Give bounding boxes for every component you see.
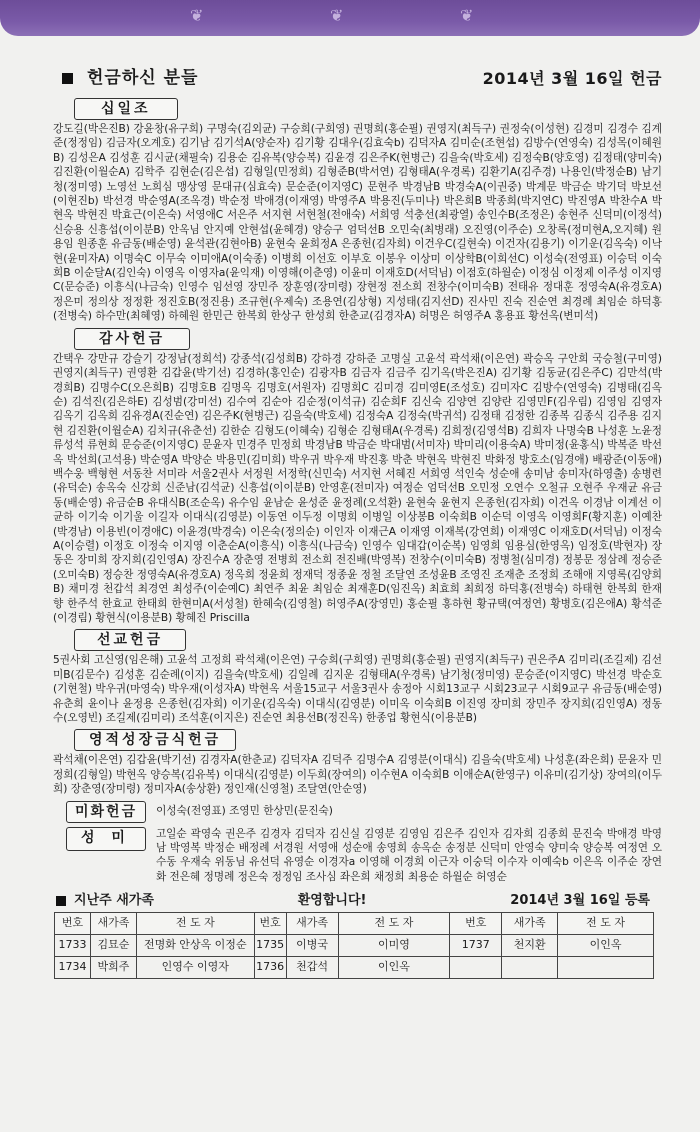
member-name: 천지환 (502, 934, 558, 956)
section-mission (50, 625, 662, 725)
offering-page (50, 64, 662, 1114)
section-names-thanks: 간택우 강만규 강슬기 강정남(정희석) 강종석(김성희B) 강하경 강하준 고명실 고윤석 곽석채(이은연) 곽승옥 구안희 국승철(구미영) 권영지(최득구) 권영환 김갑윤(박기선) 김경하(홍인순) 김광자B 김금자 김금주 김기옥(박은진A) 김기황 김동균(김은주C) 김만석(박경희B) 김명수C(오은희B) 김명호B 김명옥 김명호(서원자) 김명희C 김미경 김미영E(조성호) 김미자C 김방수(연영숙) 김병태(김옥순) 김석진(김은하E) 김성범(강미선) 김수여 김순아 김순정(이석규) 김순희F 김신숙 김양연 김양란 김영민F(김우림) 김영임 김영자 김옥기 김옥희 김유경A(진순연) 김은주K(현병근) 김을숙(박호세) 김정숙A 김정숙(박귀석) 김정태 김정한 김종복 김종식 김주용 김지현 김진환(이월순A) 김치규(유춘선) 김한순 김형도(이혜숙) 김형순 김형태A(우경록) 김희정(김영석B) 김희자 나명숙B 나성훈 노윤정 류성석 류현희 문승준(이지영C) 문윤자 민경주 민정희 박경남B 박금순 박대범(서미자) 박미리(이용숙A) 박미정(윤홍식) 박복준 박선옥 박선희(고석용) 박순영A 박양순 박용민(김미희) 박우귀 박우재 박진홍 박춘 박현옥 박현진 박화정 방호소(임경애) 배광준(이동애) 백수웅 백형현 서동찬 서미라 서울2권사 서정원 서정학(신민숙) 서지현 서혜진 서희영 석인숙 성순애 송미남 송미자(하영출) 송병련(유덕순) 송옥숙 신강희 신준남(김석균) 신흥섭(이이분B) 안영훈(전미자) 여정순 엄덕선B 오민정 오연수 오철규 오현주 우재균 유금동(배순영) 유금순B 유대식B(조순옥) 유수임 윤남순 윤성준 윤정례(오석환) 윤현숙 윤현지 은종헌(김자희) 이건옥 이경남 이계선 이균하 이기숙 이기울 이길자 이대식(김영분) 이동연 이두정 이명희 이병일 이상봉B 이숙희B 이순덕 이영옥 이영희F(황지훈) 이예찬(박경남) 이용빈(이경애C) 이윤경(박경숙) 이은숙(정의순) 이인자 이재근A 이재영 이재복(강연희) 이재영C 이재호D(서덕님) 이정숙A(이승렬) 이정호 이정숙 이지영 이춘순A(이흥식) 이흥식(나금숙) 인영수 임대갑(이순복) 임영희 임용심(한영옥) 임정호(박현자) 장동은 장미희 장지희(김인영A) 장진수A 장춘영 전병희 전소희 전진배(박영복) 전창수(이미숙B) 정병철(심미경) 정봉문 정삼례 정승준(오미숙B) 정승찬 정영숙A(유경호A) 정옥희 정윤희 정재덕 정종윤 정철 조달연 조성윤B 조영진 조재춘 조정희 조해애 지영록(김양희B) 채미경 천갑석 최경연 최성주(이순예C) 최연주 최윤 최임순 최재훈D(임진옥) 최효희 최희정 하덕홍(전병숙) 하태현 한복희 한재향 한주석 한효교 한태희 한현미A(서성철) 한혜숙(김영철) 허영주A(장영민) 홍순필 홍하현 황규택(여정연) 황병호(김은애A) 황석준(이경림) 황현식(이용분B) 황혜진 Priscilla (53, 352, 662, 624)
evangelist: 이미영 (338, 934, 450, 956)
member-name: 천갑석 (286, 956, 338, 978)
member-name (502, 956, 558, 978)
member-name: 김묘순 (90, 934, 136, 956)
page-header (62, 64, 662, 94)
section-names-mihwa: 이성숙(전영표) 조영민 한상민(문진숙) (156, 805, 333, 818)
section-names-tithe: 강도길(박은진B) 강윤창(유구희) 구명숙(김외균) 구승희(구희영) 권명희(홍순필) 권영지(최득구) 권정숙(이성현) 김경미 김경수 김계준(정정임) 김금자(오계호) 김기남 김기석A(양순자) 김기황 김대우(김효숙b) 김덕자A 김미순(조현섭) 김방수(연영숙) 김성목(이혜원B) 김성은A 김성훈 김시균(채필숙) 김용순 김유복(양승복) 김윤경 김은주K(현병근) 김을숙(박호세) 김정숙B(양호영) 김정태(양미숙) 김진환(이월순A) 김학주 김현순(김은섭) 김형일(민정희) 김형준B(박서연) 김형태A(우경록) 김환기A(김주경) 나용인(박정순B) 남기청(정미영) 노영선 노희심 맹상영 문대규(심효숙) 문순준(이지영C) 문현주 박경남B 박경숙A(이권중) 박계문 박금순 박기덕 박보선(이현진b) 박선경 박순영A(조옥경) 박순정 박애경(이재영) 박영주A 박용진(두미나) 박은희B 박종희(박지연C) 박진영A 박찬수A 박현옥 박현진 박효근(이은숙) 서영애C 서은주 서지현 서현철(전애숙) 서희영 석충선(최광열) 송인수B(조정은) 송현주 신덕미(이정석) 신승용 신흥섭(이이분B) 안옥님 안지예 안현섭(윤혜경) 양승구 엄덕선B 오민숙(최병래) 오진영(이주순) 오창록(정미현A,오지혜) 원용임 원종훈 유금동(배순영) 윤석관(김현아B) 윤현숙 윤희정A 은종헌(김자희) 이건우C(길현숙) 이건자(김용기) 이기운(김옥숙) 이낙현(윤미자A) 이명숙C 이무숙 이미애A(이숙종) 이병희 이선호 이부호 이봉우 이상미 이상학B(이희선C) 이성숙(전영표) 이승덕 이숙희B 이순달A(김인숙) 이영옥 이영자a(윤익재) 이영해(이춘영) 이윤미 이재호D(서덕님) 이점호(하월순) 이정심 이정제 이주성 이지영C(문승준) 이흥식(나금숙) 인영수 임선영 장민주 장훈영(장미령) 장현정 전소희 전창수(이미숙B) 전태유 정대훈 정영숙A(유경호A) 정은미 정의상 정정환 정진호B(정진용) 조규현(우제숙) 조용연(김상형) 지성태(김지선D) 진사민 진숙 진순연 최경례 최임순 하덕홍(전병숙) 하수만(최혜영) 하혜원 한민근 한복희 한상구 한성희 한춘교(김경자A) 허명은 허영주A 홍용표 황선옥(변미석) (53, 123, 662, 323)
section-label-tithe: 십일조 (74, 98, 178, 120)
section-spiritual (50, 725, 662, 796)
section-thanks (50, 324, 662, 626)
member-number (450, 956, 502, 978)
column-header: 새가족 (286, 912, 338, 934)
table-row (55, 934, 654, 956)
page-date: 2014년 3월 16일 헌금 (482, 69, 662, 89)
evangelist: 인영수 이영자 (136, 956, 254, 978)
column-header: 새가족 (90, 912, 136, 934)
newfamily-header (50, 890, 662, 912)
section-label-mihwa: 미화헌금 (66, 801, 146, 823)
bullet-square-icon (62, 73, 73, 84)
member-number: 1733 (55, 934, 91, 956)
column-header: 번호 (55, 912, 91, 934)
section-seongmi (50, 827, 662, 885)
section-names-seongmi: 고일순 곽영숙 권은주 김경자 김덕자 김신실 김영분 김영임 김은주 김인자 김자희 김종희 문진숙 박애경 박영남 박영복 박정순 배정례 서경원 서영애 성순애 송영희 송옥순 송정분 신덕미 안영숙 양미숙 양승복 여정연 오수동 우재숙 위동님 유선덕 유영순 이경자a 이영해 이경희 이근자 이숭덕 이수자 이예숙b 이은옥 이주순 장연화 전은혜 정명례 정은숙 정정임 조사심 좌은희 채정희 최용순 하월순 허영순 (155, 827, 662, 883)
column-header: 전 도 자 (338, 912, 450, 934)
member-name: 박희주 (90, 956, 136, 978)
member-number: 1737 (450, 934, 502, 956)
section-label-mission: 선교헌금 (74, 629, 186, 651)
member-number: 1735 (254, 934, 286, 956)
section-names-spiritual: 곽석채(이은연) 김갑윤(박기선) 김경자A(한춘교) 김덕자A 김덕주 김명수A 김영분(이대식) 김을숙(박호세) 나성훈(좌은희) 문윤자 민정희(김형일) 박현옥 양승복(김유복) 이대식(김영분) 이두희(장여의) 이수현A 이숙희B 이애순A(한영구) 이유미(김기상) 장여의(이두희) 장춘영(장미령) 정미자A(송상환) 정인재(신영철) 조달연(안순영) (53, 754, 662, 796)
column-header: 새가족 (502, 912, 558, 934)
bullet-square-icon (56, 896, 66, 906)
member-name: 이병국 (286, 934, 338, 956)
column-header: 전 도 자 (136, 912, 254, 934)
section-label-seongmi: 성 미 (66, 827, 146, 851)
evangelist: 이인옥 (558, 934, 654, 956)
table-row (55, 956, 654, 978)
leaf-ornament-icon: ❦ (460, 6, 474, 25)
section-tithe (50, 94, 662, 324)
newfamily-date: 2014년 3월 16일 등록 (510, 893, 650, 909)
leaf-ornament-icon: ❦ (190, 6, 204, 25)
evangelist: 이인옥 (338, 956, 450, 978)
section-label-spiritual: 영적성장금식헌금 (74, 729, 236, 751)
evangelist (558, 956, 654, 978)
column-header: 번호 (450, 912, 502, 934)
column-header: 번호 (254, 912, 286, 934)
top-decorative-band (0, 0, 700, 36)
section-names-mission: 5권사회 고신영(임은해) 고윤석 고정희 곽석채(이은연) 구승희(구희영) 권명희(홍순필) 권영지(최득구) 권은주A 김미리(조길제) 김선미B(김문수) 김성훈 김순례(이지) 김을숙(박호세) 김일례 김지운 김형태A(우경록) 남기청(정미영) 문승준(이지영C) 박선경 박순호(기현철) 박우귀(마영숙) 박우재(이성자A) 박현옥 서울15교구 서울3권사 송정아 시회13교구 시회23교구 시회9교구 유금동(배순영) 유춘희 윤이나 윤정용 은종헌(김자희) 이기운(김옥숙) 이대식(김영분) 이미옥 이숙희B 이진영 장미희 장민주 장지희(김인영A) 정동수(오영빈) 조길제(김미리) 조석훈(이지은) 진순연 최용선B(정진옥) 한종업 황현식(이용분B) (53, 654, 662, 725)
member-number: 1734 (55, 956, 91, 978)
page-title-text: 헌금하신 분들 (87, 68, 199, 89)
section-mihwa (50, 801, 662, 823)
column-header: 전 도 자 (558, 912, 654, 934)
newfamily-table (54, 912, 654, 979)
table-header-row (55, 912, 654, 934)
section-label-thanks: 감사헌금 (74, 328, 190, 350)
member-number: 1736 (254, 956, 286, 978)
evangelist: 전명화 안상옥 이정순 (136, 934, 254, 956)
leaf-ornament-icon: ❦ (330, 6, 344, 25)
newfamily-welcome: 환영합니다! (297, 893, 367, 909)
page-title (62, 67, 198, 90)
newfamily-title: 지난주 새가족 (74, 893, 154, 909)
